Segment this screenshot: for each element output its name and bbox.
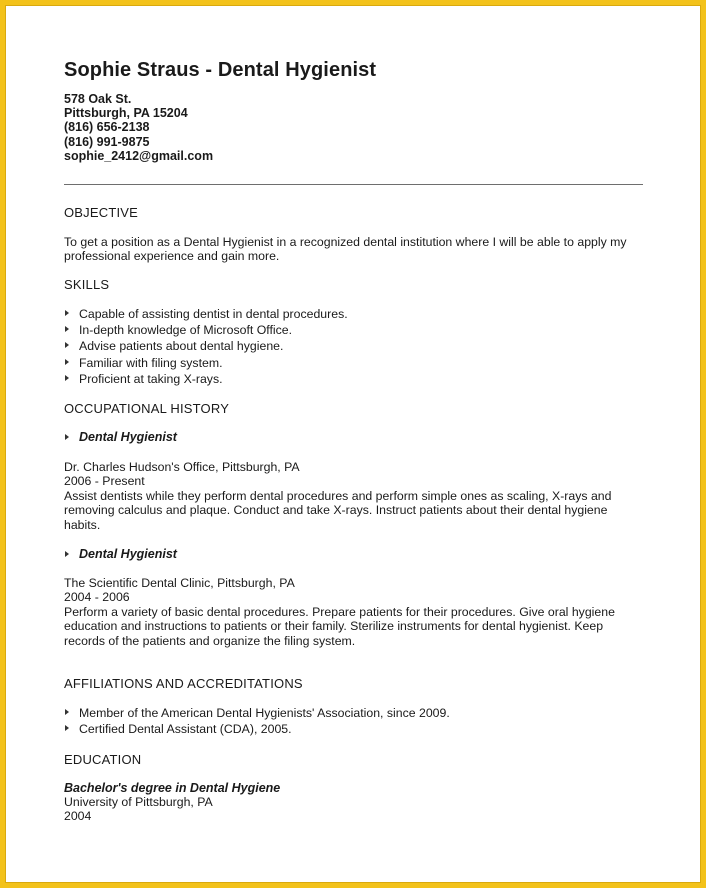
bullet-arrow-icon	[65, 434, 69, 440]
list-item: Familiar with filing system.	[64, 355, 348, 371]
job-description: Assist dentists while they perform dental procedures and perform simple ones as scaling, X-rays and removing calculus and plaque. Conduct and take X-rays. Instruct patients about their dental hygiene habits.	[64, 488, 612, 532]
objective-text: To get a position as a Dental Hygienist in a recognized dental institution where I will be able to apply my professional experience and gain more.	[64, 235, 627, 264]
job-description: Perform a variety of basic dental procedures. Prepare patients for their procedures. Give oral hygiene education and instructions to patients or their family. Sterilize instruments for dental hygienist. Keep records of the patients and organize the filing system.	[64, 604, 615, 648]
email[interactable]: sophie_2412@gmail.com	[64, 148, 214, 163]
bullet-arrow-icon	[65, 342, 69, 348]
phone-1: (816) 656-2138	[64, 120, 150, 135]
job-details	[64, 576, 644, 648]
education-school: University of Pittsburgh, PA	[64, 795, 213, 809]
job-dates: 2006 - Present	[64, 474, 145, 489]
education-degree: Bachelor's degree in Dental Hygiene	[64, 781, 281, 795]
education-details	[64, 795, 644, 824]
contact-block	[64, 92, 644, 163]
job-employer: Dr. Charles Hudson's Office, Pittsburgh, PA	[64, 460, 300, 474]
city-line: Pittsburgh, PA 15204	[64, 106, 188, 121]
header-divider	[64, 184, 643, 185]
bullet-arrow-icon	[65, 725, 69, 731]
skills-heading: SKILLS	[64, 277, 110, 292]
phone-2: (816) 991-9875	[64, 134, 150, 149]
education-year: 2004	[64, 809, 92, 824]
list-item: Certified Dental Assistant (CDA), 2005.	[64, 721, 450, 737]
list-item: Proficient at taking X-rays.	[64, 371, 348, 387]
list-item: In-depth knowledge of Microsoft Office.	[64, 322, 348, 338]
list-item: Member of the American Dental Hygienists' Association, since 2009.	[64, 705, 450, 721]
bullet-arrow-icon	[65, 709, 69, 715]
bullet-arrow-icon	[65, 551, 69, 557]
history-heading: OCCUPATIONAL HISTORY	[64, 401, 230, 416]
job-title: Dental Hygienist	[64, 429, 177, 445]
job-employer: The Scientific Dental Clinic, Pittsburgh, PA	[64, 576, 295, 590]
education-heading: EDUCATION	[64, 752, 142, 767]
objective-heading: OBJECTIVE	[64, 205, 139, 220]
affiliations-heading: AFFILIATIONS AND ACCREDITATIONS	[64, 676, 303, 691]
affiliations-list	[64, 705, 450, 737]
bullet-arrow-icon	[65, 326, 69, 332]
resume-title: Sophie Straus - Dental Hygienist	[64, 59, 377, 81]
bullet-arrow-icon	[65, 375, 69, 381]
job-details	[64, 460, 644, 532]
job-dates: 2004 - 2006	[64, 590, 130, 605]
bullet-arrow-icon	[65, 359, 69, 365]
list-item: Advise patients about dental hygiene.	[64, 338, 348, 354]
job-title: Dental Hygienist	[64, 546, 177, 562]
skills-list	[64, 306, 348, 387]
list-item: Capable of assisting dentist in dental procedures.	[64, 306, 348, 322]
bullet-arrow-icon	[65, 310, 69, 316]
resume-document	[64, 56, 644, 824]
address-line: 578 Oak St.	[64, 92, 132, 106]
